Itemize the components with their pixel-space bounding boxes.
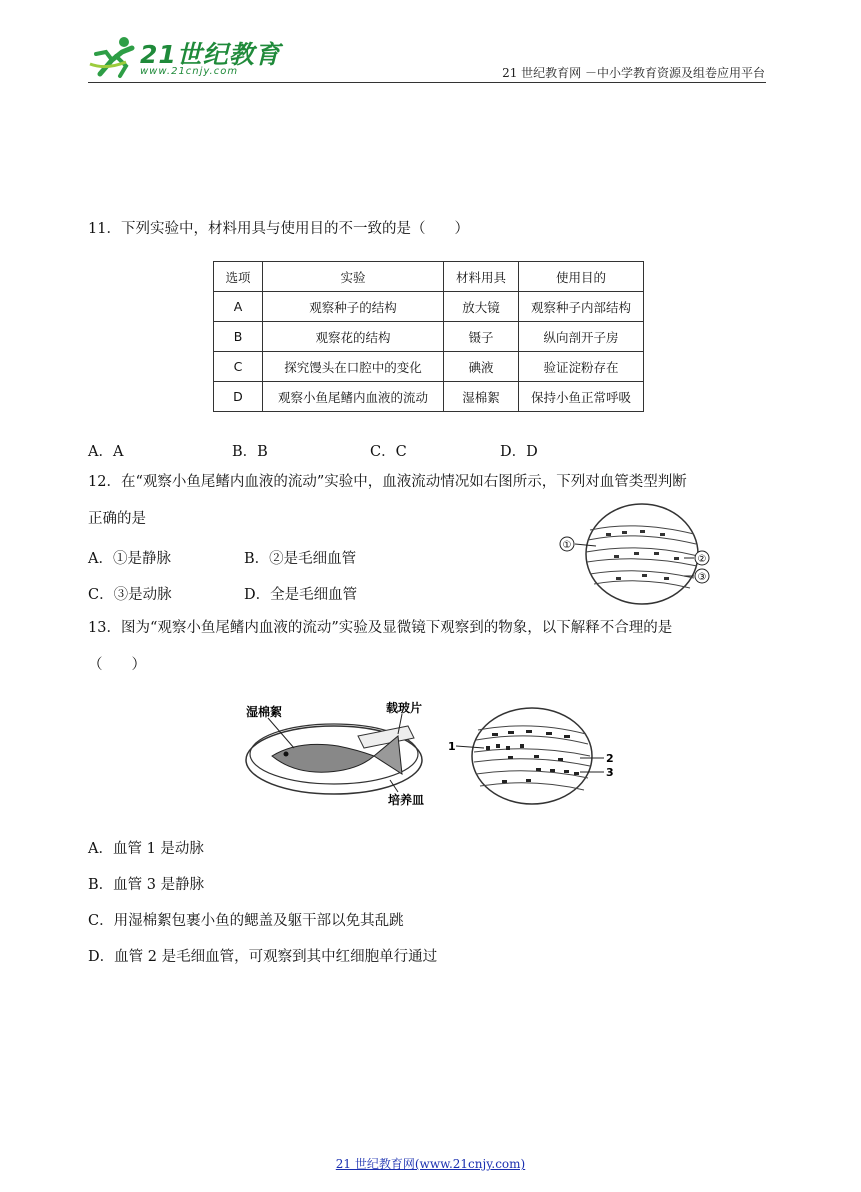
q12-stem-line1: 12．在“观察小鱼尾鳍内血液的流动”实验中，血液流动情况如右图所示，下列对血管类型判断 [88, 474, 687, 490]
q11-stem: 11．下列实验中，材料用具与使用目的不一致的是（ ） [88, 221, 469, 237]
table-cell: 观察种子的结构 [263, 292, 444, 322]
table-cell: 纵向剖开子房 [519, 322, 644, 352]
table-row [214, 322, 644, 352]
q12-option-b: B．②是毛细血管 [244, 551, 357, 567]
q13-option-b: B．血管 3 是静脉 [88, 877, 205, 893]
q12-option-d: D．全是毛细血管 [244, 587, 358, 603]
q12-stem-line2: 正确的是 [88, 511, 146, 527]
table-cell: A [214, 292, 263, 322]
table-header-row [214, 262, 644, 292]
label-vessel-1: 1 [448, 740, 456, 753]
table-header-cell: 实验 [263, 262, 444, 292]
table-cell: 保持小鱼正常呼吸 [519, 382, 644, 412]
q13-stem-line2: （ ） [88, 657, 146, 673]
label-vessel-2: 2 [606, 752, 614, 765]
runner-logo-icon [86, 34, 142, 80]
figure-label-2: ② [697, 554, 707, 565]
q13-option-a: A．血管 1 是动脉 [88, 841, 204, 857]
q11-option-c: C．C [370, 444, 407, 460]
q11-table [213, 261, 644, 412]
label-dish: 培养皿 [388, 793, 425, 807]
q13-option-c: C．用湿棉絮包裹小鱼的鳃盖及躯干部以免其乱跳 [88, 913, 404, 929]
table-cell: D [214, 382, 263, 412]
table-cell: 湿棉絮 [444, 382, 519, 412]
q13-microscope-figure [446, 706, 626, 808]
q12-option-a: A．①是静脉 [88, 551, 171, 567]
table-cell: 观察花的结构 [263, 322, 444, 352]
table-cell: C [214, 352, 263, 382]
table-cell: 观察小鱼尾鳍内血液的流动 [263, 382, 444, 412]
q11-option-b: B．B [232, 444, 268, 460]
label-vessel-3: 3 [606, 766, 614, 779]
logo-text: 21世纪教育 [140, 40, 281, 69]
label-slide: 载玻片 [386, 701, 423, 715]
table-cell: 镊子 [444, 322, 519, 352]
header-divider [88, 82, 766, 83]
table-cell: 放大镜 [444, 292, 519, 322]
logo-url: www.21cnjy.com [140, 66, 239, 77]
table-header-cell: 选项 [214, 262, 263, 292]
figure-label-1: ① [562, 540, 572, 551]
table-cell: B [214, 322, 263, 352]
q13-option-d: D．血管 2 是毛细血管，可观察到其中红细胞单行通过 [88, 949, 438, 965]
figure-label-3: ③ [697, 572, 707, 583]
q11-option-d: D．D [500, 444, 538, 460]
footer-link[interactable]: 21 世纪教育网(www.21cnjy.com) [335, 1157, 526, 1171]
table-header-cell: 材料用具 [444, 262, 519, 292]
q12-microscope-figure [556, 500, 716, 608]
table-row [214, 292, 644, 322]
header-tagline: 21 世纪教育网 －中小学教育资源及组卷应用平台 [502, 66, 765, 80]
q12-option-c: C．③是动脉 [88, 587, 172, 603]
table-cell: 探究馒头在口腔中的变化 [263, 352, 444, 382]
table-cell: 碘液 [444, 352, 519, 382]
q11-option-a: A．A [88, 444, 124, 460]
table-row [214, 352, 644, 382]
label-cotton: 湿棉絮 [246, 705, 283, 719]
table-cell: 验证淀粉存在 [519, 352, 644, 382]
table-cell: 观察种子内部结构 [519, 292, 644, 322]
table-header-cell: 使用目的 [519, 262, 644, 292]
q13-petri-dish-figure [238, 696, 438, 808]
q13-stem-line1: 13．图为“观察小鱼尾鳍内血液的流动”实验及显微镜下观察到的物象，以下解释不合理的是 [88, 620, 673, 636]
table-row [214, 382, 644, 412]
